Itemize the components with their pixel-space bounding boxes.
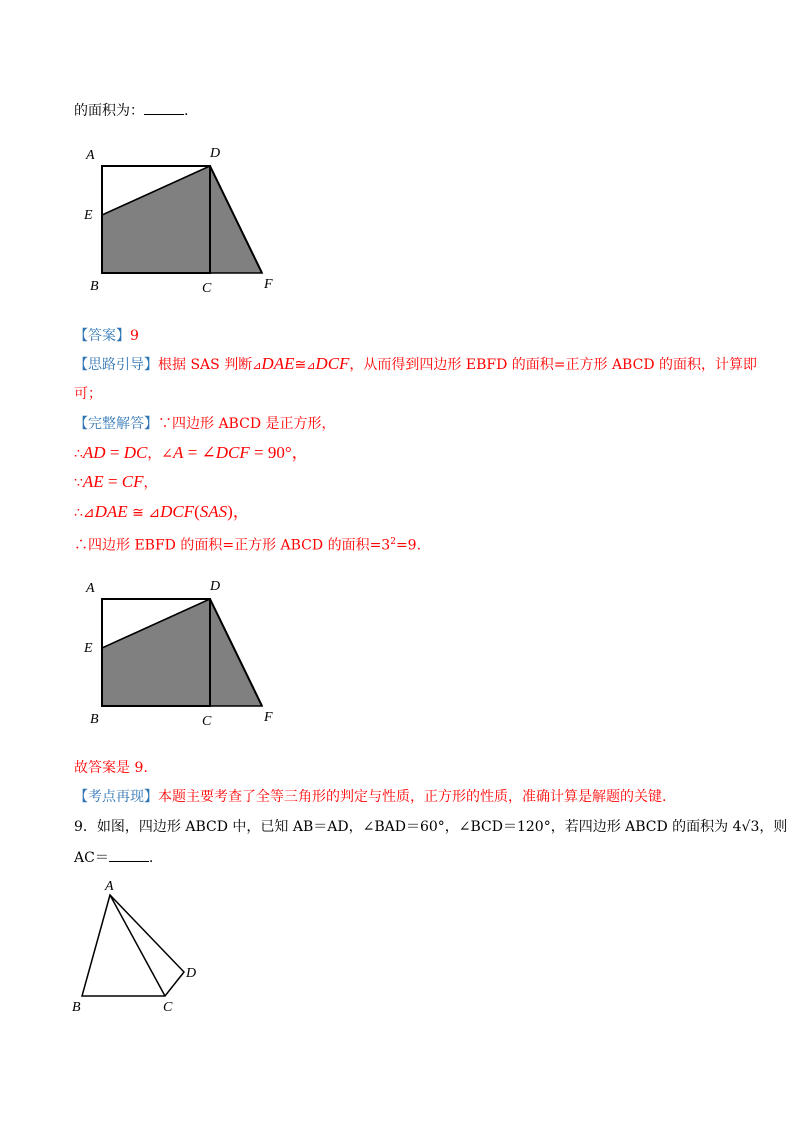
answer-value: 9	[130, 328, 139, 344]
question-9-line-2	[74, 847, 153, 868]
label-d: D	[210, 146, 221, 161]
question-9-ac: AC＝	[74, 850, 109, 866]
label-b: B	[72, 1000, 81, 1015]
label-c: C	[202, 714, 212, 729]
answer-blank	[144, 100, 184, 115]
paren-close: )，	[227, 502, 250, 521]
math-a: A	[173, 443, 184, 462]
label-d: D	[210, 579, 221, 594]
math-dcf: DCF	[215, 443, 250, 462]
solution-text-5: ∴四边形 EBFD 的面积=正方形 ABCD 的面积=3	[74, 537, 391, 554]
therefore-symbol: ∴	[74, 446, 83, 462]
label-a: A	[105, 879, 114, 894]
quadrilateral-abcd	[82, 895, 184, 996]
hint-line-2: 可；	[74, 386, 102, 402]
review-text: 本题主要考查了全等三角形的判定与性质，正方形的性质，准确计算是解题的关键.	[158, 789, 667, 805]
angle-symbol: ，∠	[147, 446, 174, 462]
intro-line	[74, 100, 188, 121]
because-symbol: ∵	[74, 475, 83, 491]
solution-text-1: ∵四边形 ABCD 是正方形，	[158, 416, 336, 432]
paren-open: (	[194, 502, 200, 521]
label-b: B	[90, 712, 99, 727]
question-9-line-1	[74, 817, 787, 837]
math-dc: DC	[123, 443, 148, 462]
hint-text-1: 根据 SAS 判断	[158, 357, 253, 373]
therefore-tri: ∴⊿	[74, 505, 95, 521]
comma: ，	[143, 475, 158, 491]
hint-tri-1: ⊿	[252, 359, 262, 372]
diagonal-ac	[110, 895, 165, 996]
intro-text: 的面积为：	[74, 103, 144, 119]
answer-line	[74, 326, 139, 346]
hint-math-1: DAE	[261, 354, 295, 373]
label-f: F	[264, 277, 273, 292]
math-ad: AD	[82, 443, 106, 462]
math-cf: CF	[121, 472, 144, 491]
solution-line-1	[74, 414, 336, 434]
shaded-region	[102, 166, 262, 273]
exponent: 2	[390, 537, 396, 547]
solution-line-3	[74, 472, 158, 493]
label-c: C	[202, 281, 212, 296]
hint-bracket: 【思路引导】	[74, 357, 158, 373]
intro-end: .	[184, 103, 189, 119]
hint-text-2: ，从而得到四边形 EBFD 的面积=正方形 ABCD 的面积，计算即	[349, 357, 757, 373]
label-f: F	[264, 710, 273, 725]
solution-bracket: 【完整解答】	[74, 416, 158, 432]
label-a: A	[86, 148, 95, 163]
figure-quadrilateral	[68, 875, 208, 1020]
question-9-period: .	[148, 850, 154, 866]
question-9-text: 9．如图，四边形 ABCD 中，已知 AB＝AD，∠BAD＝60°，∠BCD＝120°，若四边形 ABCD 的面积为 4	[74, 819, 742, 835]
label-e: E	[84, 641, 93, 656]
hint-math-2: DCF	[315, 354, 350, 373]
solution-line-2	[74, 443, 309, 464]
math-dcf-2: DCF	[160, 502, 195, 521]
math-ae: AE	[82, 472, 104, 491]
math-dae: DAE	[94, 502, 128, 521]
solution-text-5-end: =9.	[395, 537, 422, 554]
question-9-blank	[109, 847, 149, 862]
figure-square-triangle-2	[80, 575, 290, 730]
review-line	[74, 787, 666, 807]
congruent-tri: ≅ ⊿	[127, 505, 161, 521]
math-sas: SAS	[199, 502, 228, 521]
label-c: C	[163, 1000, 173, 1015]
equals-angle: = ∠	[183, 443, 216, 462]
review-bracket: 【考点再现】	[74, 789, 158, 805]
equals-2: =	[103, 472, 122, 491]
solution-line-4	[74, 502, 250, 523]
label-a: A	[86, 581, 95, 596]
solution-line-5	[74, 532, 421, 556]
question-9-end: ，则	[759, 819, 788, 835]
label-d: D	[186, 966, 197, 981]
equals: =	[105, 443, 124, 462]
answer-bracket: 【答案】	[74, 328, 130, 344]
hint-line-1	[74, 354, 757, 376]
label-b: B	[90, 279, 99, 294]
conclusion-line: 故答案是 9.	[74, 760, 148, 776]
sqrt-three: √3	[741, 819, 760, 835]
shaded-region	[102, 599, 262, 706]
hint-cong: ≅	[294, 357, 307, 373]
hint-tri-2: ⊿	[306, 359, 316, 372]
math-90: = 90°，	[249, 443, 309, 462]
label-e: E	[84, 208, 93, 223]
figure-square-triangle-1	[80, 142, 290, 297]
